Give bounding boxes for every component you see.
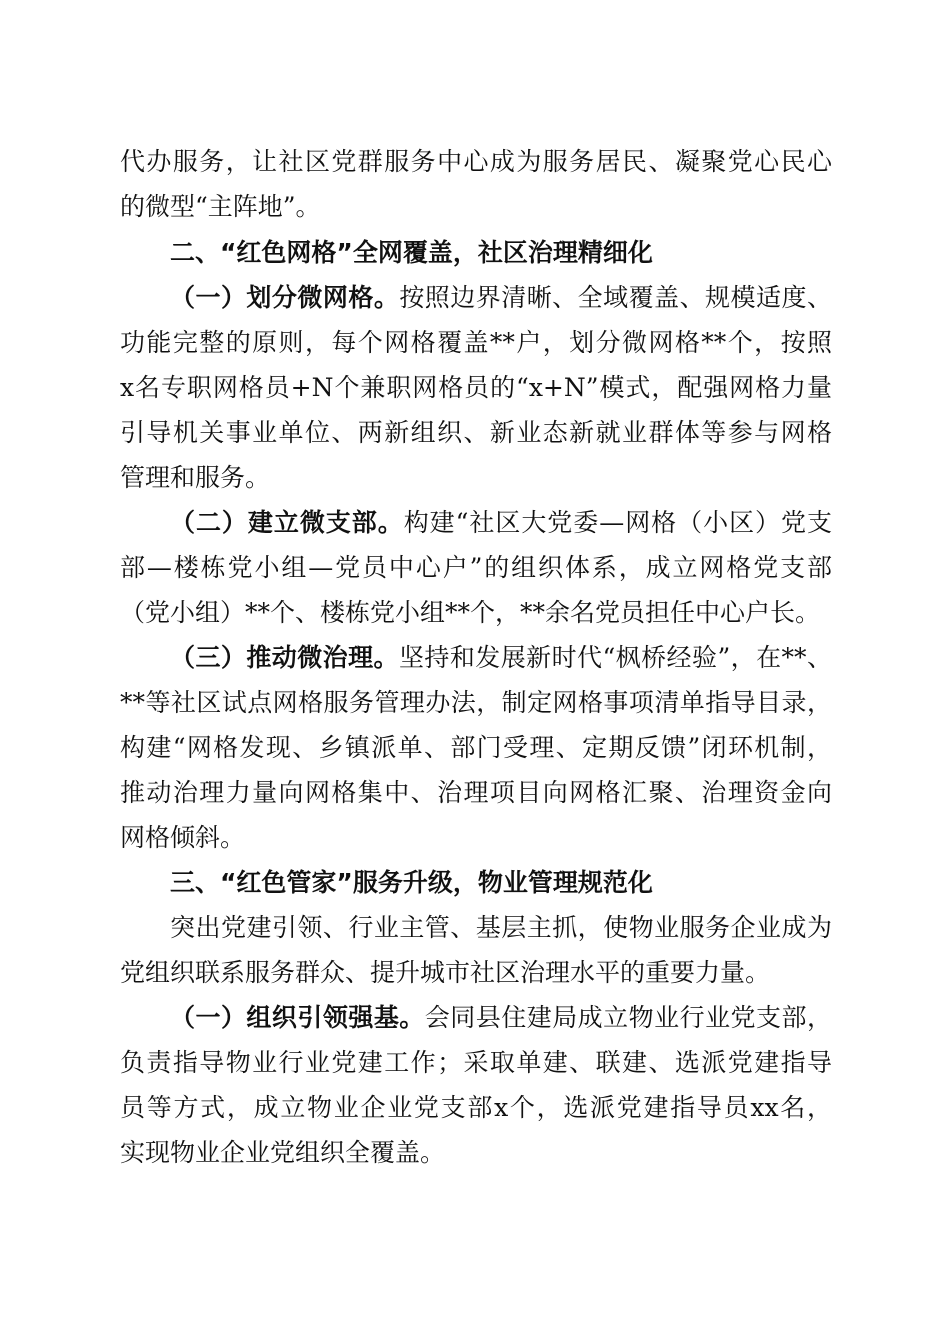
- item-text: 构建“社区大党委—网格（小区）党支: [403, 508, 832, 537]
- paragraph-line: [170, 996, 832, 1040]
- item-text: 会同县住建局成立物业行业党支部，: [424, 1003, 832, 1032]
- section-heading: 二、“红色网格”全网覆盖，社区治理精细化: [170, 238, 653, 267]
- item-label: （三）推动微治理。: [170, 643, 399, 672]
- body-line: **等社区试点网格服务管理办法，制定网格事项清单指导目录，: [120, 688, 832, 717]
- body-line: 负责指导物业行业党建工作；采取单建、联建、选派党建指导: [120, 1048, 832, 1077]
- body-line: 网格倾斜。: [120, 823, 246, 852]
- body-line: 党组织联系服务群众、提升城市社区治理水平的重要力量。: [120, 958, 771, 987]
- body-line: 构建“网格发现、乡镇派单、部门受理、定期反馈”闭环机制，: [120, 733, 832, 762]
- item-label: （一）划分微网格。: [170, 283, 400, 312]
- paragraph-line: [170, 501, 832, 545]
- body-line: 突出党建引领、行业主管、基层主抓，使物业服务企业成为: [170, 913, 832, 942]
- paragraph-line: [170, 276, 832, 320]
- section-heading: 三、“红色管家”服务升级，物业管理规范化: [170, 868, 653, 897]
- item-label: （一）组织引领强基。: [170, 1003, 425, 1032]
- body-line: （党小组）**个、楼栋党小组**个，**余名党员担任中心户长。: [120, 598, 821, 627]
- body-line: 引导机关事业单位、两新组织、新业态新就业群体等参与网格: [120, 418, 832, 447]
- body-line: 实现物业企业党组织全覆盖。: [120, 1138, 446, 1167]
- item-text: 坚持和发展新时代“枫桥经验”，在**、: [398, 643, 832, 672]
- body-line: 部—楼栋党小组—党员中心户”的组织体系，成立网格党支部: [120, 553, 832, 582]
- item-label: （二）建立微支部。: [170, 508, 404, 537]
- body-line: 代办服务，让社区党群服务中心成为服务居民、凝聚党心民心: [120, 147, 832, 176]
- body-line: x名专职网格员+N个兼职网格员的“x+N”模式，配强网格力量: [120, 373, 832, 402]
- body-line: 功能完整的原则，每个网格覆盖**户，划分微网格**个，按照: [120, 328, 832, 357]
- item-text: 按照边界清晰、全域覆盖、规模适度、: [399, 283, 832, 312]
- body-line: 推动治理力量向网格集中、治理项目向网格汇聚、治理资金向: [120, 778, 832, 807]
- body-line: 管理和服务。: [120, 463, 271, 492]
- body-line: 员等方式，成立物业企业党支部x个，选派党建指导员xx名，: [120, 1093, 832, 1122]
- paragraph-line: [170, 636, 832, 680]
- body-line: 的微型“主阵地”。: [120, 192, 321, 221]
